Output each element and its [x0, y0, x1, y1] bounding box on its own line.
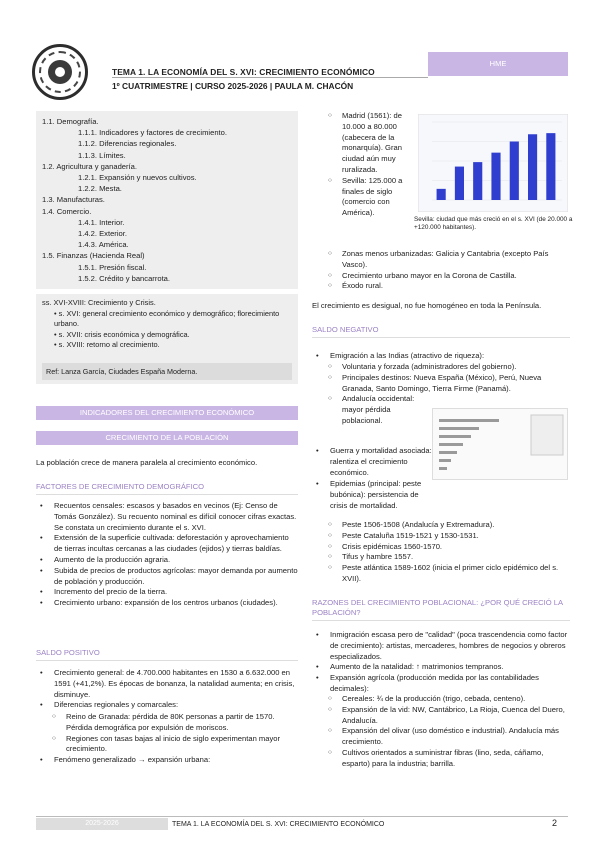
razones-heading: RAZONES DEL CRECIMIENTO POBLACIONAL: ¿POR QUÉ CRECIÓ LA POBLACIÓN? — [312, 598, 570, 621]
header-divider — [112, 77, 428, 78]
university-logo — [32, 44, 88, 100]
chart-bar — [437, 189, 446, 200]
chart-svg — [418, 114, 568, 212]
saldo-negativo-item-0 — [312, 351, 570, 362]
toc-item: 1.5.2. Crédito y bancarrota. — [78, 273, 171, 283]
toc-item: 1.4. Comercio. — [42, 206, 92, 216]
saldo-positivo-sublist — [36, 712, 298, 755]
list-item: ○ Voluntaria y forzada (administradores del gobierno). — [312, 362, 570, 373]
toc-item: 1.4.2. Exterior. — [78, 229, 127, 239]
list-item: ○ Cultivos orientados a suministrar fibras (lino, seda, cáñamo, esparto) para la industria; barrilla. — [312, 748, 570, 770]
list-item: • Aumento de la producción agraria. — [36, 555, 298, 566]
list-item: ○ Peste 1506-1508 (Andalucía y Extremadura). — [312, 520, 570, 531]
toc-item: 1.1. Demografía. — [42, 117, 99, 126]
footer-divider — [36, 816, 568, 817]
list-item: • Extensión de la superficie cultivada: deforestación y aprovechamiento de tierras incultas cercanas a las ciudades (ejidos) y tierras baldías. — [36, 533, 298, 555]
toc-item: 1.5. Finanzas (Hacienda Real) — [42, 251, 145, 261]
list-item: • Inmigración escasa pero de "calidad" (poca trascendencia como factor de crecimiento): artistas, mercaderes, hombres de negocios y obreros especializados. — [312, 630, 570, 662]
list-item: • Crecimiento general: de 4.700.000 habitantes en 1530 a 6.632.000 en 1591 (+41,2%). Es épocas de bonanza, la natalidad aumenta; en crisis, disminuye. — [36, 668, 298, 700]
context-item: • s. XVI: general crecimiento económico y demográfico; florecimiento urbano. — [54, 308, 280, 328]
section-bar-poblacion: CRECIMIENTO DE LA POBLACIÓN — [36, 431, 298, 445]
saldo-positivo-heading: SALDO POSITIVO — [36, 648, 298, 661]
footer-title: TEMA 1. LA ECONOMÍA DEL S. XVI: CRECIMIENTO ECONÓMICO — [172, 821, 385, 828]
toc-item: 1.5.1. Presión fiscal. — [78, 262, 147, 272]
list-item: • Guerra y mortalidad asociada: ralentiza el crecimiento económico. — [312, 446, 432, 478]
list-item: ○ Peste atlántica 1589-1602 (inicia el primer ciclo epidémico del s. XVII). — [312, 563, 570, 585]
list-item: ○ Reino de Granada: pérdida de 80K personas a partir de 1570. Pérdida demográfica por expulsión de moriscos. — [36, 712, 298, 734]
guerra-item — [312, 446, 432, 478]
list-item: • Subida de precios de productos agrícolas: mayor demanda por aumento de población y producción. — [36, 566, 298, 588]
section-bar-indicadores: INDICADORES DEL CRECIMIENTO ECONÓMICO — [36, 406, 298, 420]
toc-item: 1.3. Manufacturas. — [42, 195, 105, 205]
list-item: • Crecimiento urbano: expansión de los centros urbanos (ciudades). — [36, 598, 298, 609]
list-item: ○ Sevilla: 125.000 a finales de siglo (comercio con América). — [312, 176, 416, 219]
page-subtitle: 1º CUATRIMESTRE | CURSO 2025-2026 | PAULA M. CHACÓN — [112, 81, 354, 91]
list-item: • Expansión agrícola (producción medida por las contabilidades decimales): — [312, 673, 570, 695]
reference-note: Ref: Lanza García, Ciudades España Moderna. — [42, 363, 292, 381]
chart-bar — [528, 134, 537, 200]
list-item: • Diferencias regionales y comarcales: — [36, 700, 298, 711]
context-item: • s. XVII: crisis económica y demográfica. — [54, 329, 190, 339]
toc-item: 1.1.3. Límites. — [78, 150, 126, 160]
saldo-positivo-list — [36, 668, 298, 711]
chart-bar — [510, 142, 519, 201]
list-item: ○ Crecimiento urbano mayor en la Corona de Castilla. — [312, 271, 570, 282]
list-item: • Aumento de la natalidad: ↑ matrimonios tempranos. — [312, 662, 570, 673]
context-box — [36, 294, 298, 384]
context-heading: ss. XVI-XVIII: Crecimiento y Crisis. — [42, 298, 156, 307]
saldo-positivo-last — [36, 755, 298, 766]
chart-caption: Sevilla: ciudad que más creció en el s. XVI (de 20.000 a +120.000 habitantes). — [414, 216, 573, 231]
list-item: • Fenómeno generalizado → expansión urbana: — [36, 755, 298, 766]
list-item: • Incremento del precio de la tierra. — [36, 587, 298, 598]
toc-item: 1.1.1. Indicadores y factores de crecimiento. — [78, 128, 227, 138]
epidemias-item — [312, 479, 432, 511]
list-item: ○ Expansión de la vid: NW, Cantábrico, La Rioja, Cuenca del Duero, Andalucía. — [312, 705, 570, 727]
toc-item: 1.2.1. Expansión y nuevos cultivos. — [78, 173, 197, 183]
list-item: ○ Tifus y hambre 1557. — [312, 552, 570, 563]
intro-text: La población crece de manera paralela al crecimiento económico. — [36, 458, 258, 467]
chart-bar — [455, 167, 464, 200]
factores-heading: FACTORES DE CRECIMIENTO DEMOGRÁFICO — [36, 482, 298, 495]
list-item: ○ Zonas menos urbanizadas: Galicia y Cantabria (excepto País Vasco). — [312, 249, 570, 271]
page-title: TEMA 1. LA ECONOMÍA DEL S. XVI: CRECIMIENTO ECONÓMICO — [112, 67, 375, 77]
toc-item: 1.2. Agricultura y ganadería. — [42, 161, 137, 171]
list-item: ○ Madrid (1561): de 10.000 a 80.000 (cabecera de la monarquía). Gran ciudad aún muy ruralizada. — [312, 111, 416, 176]
razones-sublist — [312, 694, 570, 770]
chart-bar — [546, 133, 555, 200]
subject-badge: HME — [428, 52, 568, 76]
list-item: • Recuentos censales: escasos y basados en vecinos (Ej: Censo de Tomás González). Su recuento nominal es difícil conocer cifras exactas. Se constata un crecimiento durante el s. XVI. — [36, 501, 298, 533]
table-of-contents — [36, 111, 298, 289]
razones-list — [312, 630, 570, 695]
chart-bar — [473, 162, 482, 200]
toc-item: 1.2.2. Mesta. — [78, 184, 122, 194]
toc-item: 1.4.3. América. — [78, 240, 129, 250]
emigration-chart-svg — [433, 409, 569, 481]
saldo-negativo-heading: SALDO NEGATIVO — [312, 325, 570, 338]
list-item: ○ Cereales: ¾ de la producción (trigo, cebada, centeno). — [312, 694, 570, 705]
list-item: ○ Crisis epidémicas 1560-1570. — [312, 542, 570, 553]
list-item: ○ Peste Cataluña 1519-1521 y 1530-1531. — [312, 531, 570, 542]
list-item: ○ Éxodo rural. — [312, 281, 570, 292]
list-item: ○ Principales destinos: Nueva España (México), Perú, Nueva Granada, Santo Domingo, Tierra Firme (Panamá). — [312, 373, 542, 395]
emigration-chart — [432, 408, 568, 480]
list-item: ○ Expansión del olivar (uso doméstico e industrial). Andalucía más crecimiento. — [312, 726, 570, 748]
list-item: • Emigración a las Indias (atractivo de riqueza): — [312, 351, 570, 362]
footer-year: 2025-2026 — [36, 818, 168, 830]
context-item: • s. XVIII: retorno al crecimiento. — [54, 340, 160, 349]
sevilla-population-chart — [414, 114, 573, 231]
factores-list — [36, 501, 298, 609]
toc-item: 1.4.1. Interior. — [78, 217, 125, 227]
list-item: ○ Andalucía occidental: mayor pérdida poblacional. — [312, 394, 432, 426]
urban-list — [312, 249, 570, 292]
desigual-text: El crecimiento es desigual, no fue homogéneo en toda la Península. — [312, 301, 542, 310]
list-item: ○ Regiones con tasas bajas al inicio de siglo experimentan mayor crecimiento. — [36, 734, 298, 756]
toc-item: 1.1.2. Diferencias regionales. — [78, 139, 177, 149]
chart-bar — [491, 153, 500, 200]
list-item: • Epidemias (principal: peste bubónica): persistencia de crisis de mortalidad. — [312, 479, 432, 511]
epidemias-sublist — [312, 520, 570, 585]
cities-list — [312, 111, 416, 219]
page-number: 2 — [552, 818, 558, 828]
